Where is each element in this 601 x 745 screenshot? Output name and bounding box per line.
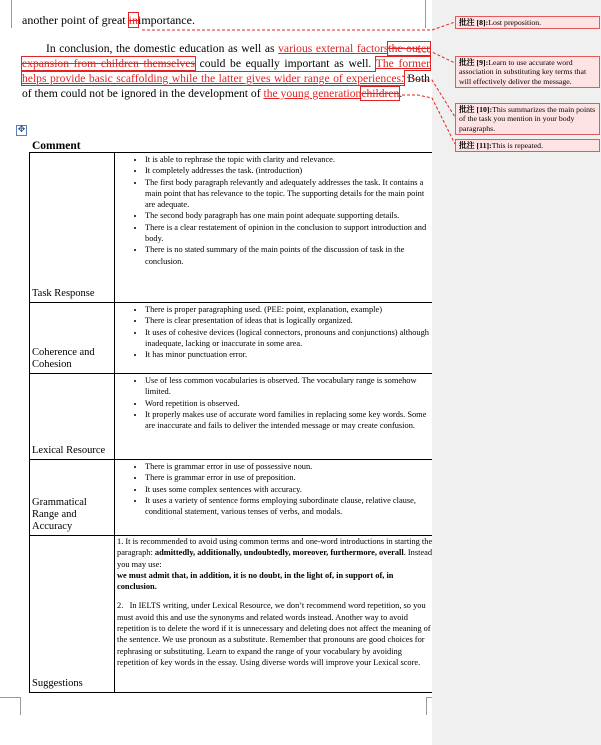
crop-mark-top-right <box>425 0 426 28</box>
description-cell <box>115 374 436 460</box>
list-item: • It has minor punctuation error. <box>145 349 435 360</box>
text: . <box>399 87 403 100</box>
list-item: • The second body paragraph has one main point adequate supporting details. <box>145 210 435 221</box>
text: another point of great <box>22 13 129 27</box>
table-row <box>30 153 436 303</box>
comment-balloon[interactable] <box>455 56 600 88</box>
list-item: • It is able to rephrase the topic with clarity and relevance. <box>145 154 435 165</box>
comment-balloon[interactable] <box>455 103 600 135</box>
suggestion-1 <box>117 536 433 592</box>
text: could be equally important as well. <box>195 57 376 70</box>
description-cell <box>115 460 436 536</box>
text: 1. It is recommended to avoid using common terms and one-word introductions in starting the paragraph: <box>117 537 433 558</box>
comment-text: This summarizes the main points of the task you mention in your body paragraphs. <box>459 105 596 133</box>
criterion-cell: Grammatical Range and Accuracy <box>30 460 115 536</box>
table-move-handle-icon[interactable]: ✥ <box>17 125 26 135</box>
criterion-cell: Coherence and Cohesion <box>30 303 115 374</box>
table-row <box>30 374 436 460</box>
list-item: • It uses a variety of sentence forms employing subordinate clause, relative clause, conditional statement, various tenses of verbs, and modals. <box>145 495 435 518</box>
table-row <box>30 460 436 536</box>
text-bold: we must admit that, in addition, it is no doubt, in the light of, in support of, in conclusion. <box>117 570 394 592</box>
list-item: • It uses some complex sentences with accuracy. <box>145 484 435 495</box>
list-item: • There is clear presentation of ideas that is logically organized. <box>145 315 435 326</box>
list-item: • There is grammar error in use of possessive noun. <box>145 461 435 472</box>
paragraph-continuation <box>22 13 195 28</box>
comment-label: 批注 [8]: <box>459 18 489 27</box>
list-item: • The first body paragraph relevantly and adequately addresses the task. It contains a main point that has relevance to the topic. The supporting details for the main point are adequate. <box>145 177 435 211</box>
list-item: • There is proper paragraphing used. (PEE: point, explanation, example) <box>145 304 435 315</box>
list-item: • It properly makes use of accurate word families in replacing some key words. Some are inaccurate and fails to deliver the intended message or may create confusion. <box>145 409 435 432</box>
comment-text: This is repeated. <box>491 141 544 150</box>
criterion-cell: Lexical Resource <box>30 374 115 460</box>
table-row <box>30 303 436 374</box>
description-cell <box>115 303 436 374</box>
suggestions-cell <box>115 536 436 693</box>
list-item: • There is grammar error in use of preposition. <box>145 472 435 483</box>
inserted-text-former[interactable]: The former helps provide basic scaffolding while the latter gives wider range of experiences. <box>22 57 431 85</box>
inserted-text-factors[interactable]: various external factors <box>278 42 389 55</box>
comment-label: 批注 [10]: <box>459 105 493 114</box>
criterion-cell: Task Response <box>30 153 115 303</box>
text-bold: admittedly, additionally, undoubtedly, moreover, furthermore, overall <box>154 548 404 558</box>
comment-label: 批注 [11]: <box>459 141 492 150</box>
suggestion-2: 2. In IELTS writing, under Lexical Resource, we don’t recommend word repetition, so you must avoid this and use the synonyms and related words instead. Another way to avoid repetition is to delete the word if it is unnecessary and deleting does not affect the meaning of the sentence. We use pronoun as a substitute. Remember that pronouns are good choices for rephrasing or substituting. Learn to expand the range of your vocabulary by avoiding repetition of key words in the essay. Using diverse words will improve your Lexical score. <box>117 601 431 667</box>
list-item: • Use of less common vocabularies is observed. The vocabulary range is somehow limited. <box>145 375 435 398</box>
comment-balloon[interactable] <box>455 16 600 29</box>
list-item: • There is a clear restatement of opinion in the conclusion to support introduction and body. <box>145 222 435 245</box>
text: . Instead you may use: <box>117 548 433 569</box>
comment-label: 批注 [9]: <box>459 58 489 67</box>
text: Both of them could not be ignored in the development of <box>22 72 430 100</box>
conclusion-paragraph <box>22 41 430 101</box>
comment-heading: Comment <box>32 140 81 152</box>
table-row <box>30 536 436 693</box>
comment-text: Learn to use accurate word association in substituting key terms that will effectively deliver the message. <box>459 58 587 86</box>
crop-mark-bottom-left <box>0 697 21 715</box>
list-item: • It uses of cohesive devices (logical connectors, pronouns and conjunctions) although inadequate, lacking or inaccurate in some area. <box>145 327 435 350</box>
description-cell <box>115 153 436 303</box>
list-item: • Word repetition is observed. <box>145 398 435 409</box>
comment-text: Lost preposition. <box>488 18 542 27</box>
deleted-text-children[interactable]: children <box>361 87 400 100</box>
text: In conclusion, the domestic education as well as <box>46 42 279 55</box>
text: importance. <box>137 13 195 27</box>
list-item: • It completely addresses the task. (introduction) <box>145 165 435 176</box>
deleted-text-outer[interactable]: the outer expansion from children themselves <box>22 42 430 70</box>
inserted-text-young[interactable]: the young generation <box>263 87 362 100</box>
crop-mark-top-left <box>11 0 12 28</box>
list-item: • There is no stated summary of the main points of the discussion of task in the conclusion. <box>145 244 435 267</box>
criterion-cell: Suggestions <box>30 536 115 693</box>
comment-balloon[interactable] <box>455 139 600 152</box>
deleted-preposition[interactable]: in <box>128 13 138 27</box>
rubric-table <box>29 152 436 693</box>
